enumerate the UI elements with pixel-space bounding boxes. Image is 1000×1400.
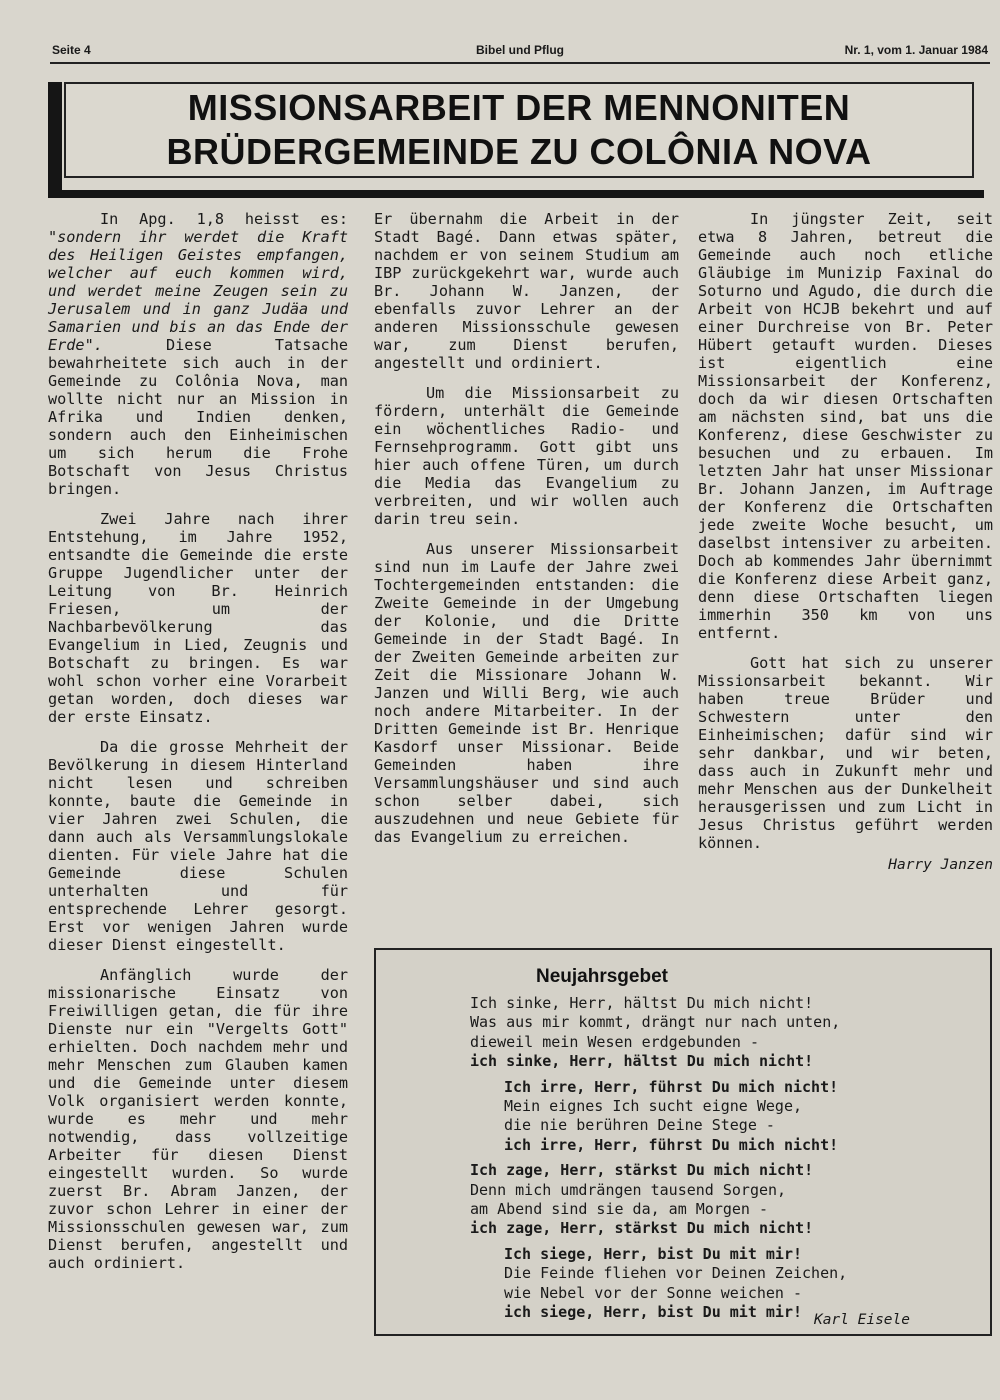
article-column-2 (374, 210, 679, 858)
poem-stanza (470, 994, 847, 1072)
poem-title: Neujahrsgebet (536, 966, 668, 987)
poem-line: dieweil mein Wesen erdgebunden - (470, 1032, 759, 1051)
poem-line: Ich irre, Herr, führst Du mich nicht! (504, 1077, 839, 1096)
poem-stanza (470, 1161, 847, 1239)
issue-date: Nr. 1, vom 1. Januar 1984 (844, 43, 988, 57)
page-number: Seite 4 (52, 43, 91, 57)
article-column-1 (48, 210, 348, 1284)
poem-line: am Abend sind sie da, am Morgen - (470, 1200, 769, 1219)
title-line-2: BRÜDERGEMEINDE ZU COLÔNIA NOVA (166, 131, 872, 172)
poem-line: Die Feinde fliehen vor Deinen Zeichen, (504, 1264, 848, 1283)
article-paragraph: Anfänglich wurde der missionarische Einsatz von Freiwilligen getan, die für ihre Dienste nur ein "Vergelts Gott" erhielten. Doch nachdem mehr und mehr Menschen zum Glauben kamen und die Gemeinde unter diesem Volk organisiert werden konnte, wurde es mehr und mehr notwendig, dass vollzeitige Arbeiter für diesen Dienst eingestellt wurden. So wurde zuerst Br. Abram Janzen, der zuvor schon Lehrer in einer der Missionsschulen gewesen war, zum Dienst berufen, angestellt und auch ordiniert. (48, 966, 348, 1272)
publication-name: Bibel und Pflug (476, 43, 564, 57)
poem-author: Karl Eisele (813, 1312, 910, 1328)
article-column-3 (698, 210, 993, 874)
poem-line: Was aus mir kommt, drängt nur nach unten, (470, 1013, 841, 1032)
bible-quote: "sondern ihr werdet die Kraft des Heiligen Geistes empfangen, welcher auf euch kommen wird, und werdet meine Zeugen sein zu Jerusalem und in ganz Judäa und Samarien und bis an das Ende der Erde". (48, 228, 348, 354)
paragraph-text: Diese Tatsache bewahrheitete sich auch in der Gemeinde zu Colônia Nova, man wollte nicht nur an Mission in Afrika und Indien denken, sondern auch den Einheimischen um sich herum die Frohe Botschaft von Jesus Christus bringen. (48, 336, 348, 498)
article-paragraph (48, 210, 348, 498)
poem-line: Mein eignes Ich sucht eigne Wege, (504, 1097, 803, 1116)
article-paragraph: Da die grosse Mehrheit der Bevölkerung in diesem Hinterland nicht lesen und schreiben konnte, baute die Gemeinde in vier Jahren zwei Schulen, die dann auch als Versammlungslokale dienten. Für viele Jahre hat die Gemeinde diese Schulen unterhalten und für entsprechende Lehrer gesorgt. Erst vor wenigen Jahren wurde dieser Dienst eingestellt. (48, 738, 348, 954)
poem-line: die nie berühren Deine Stege - (504, 1116, 775, 1135)
poem-line: ich sinke, Herr, hältst Du mich nicht! (470, 1052, 814, 1071)
poem-stanza (470, 1078, 847, 1156)
page-header (50, 40, 990, 64)
poem-line: ich zage, Herr, stärkst Du mich nicht! (470, 1219, 814, 1238)
poem-line: ich siege, Herr, bist Du mit mir! (504, 1303, 803, 1322)
poem-line: wie Nebel vor der Sonne weichen - (504, 1283, 803, 1302)
article-paragraph: In jüngster Zeit, seit etwa 8 Jahren, betreut die Gemeinde auch noch etliche Gläubige im Munizip Faxinal do Soturno und Agudo, die durch die Arbeit von HCJB bekehrt und auf einer Durchreise von Br. Peter Hübert getauft wurden. Dieses ist eigentlich eine Missionsarbeit der Konferenz, doch da wir diesen Ortschaften am nächsten sind, bat uns die Konferenz, diese Geschwister zu besuchen und zu erbauen. Im letzten Jahr hat unser Missionar Br. Johann Janzen, im Auftrage der Konferenz die Ortschaften jede zweite Woche besucht, um daselbst intensiver zu arbeiten. Doch ab kommendes Jahr übernimmt die Konferenz diese Arbeit ganz, denn diese Ortschaften liegen immerhin 350 km von uns entfernt. (698, 210, 993, 642)
poem-box (374, 948, 992, 1336)
article-author: Harry Janzen (888, 857, 993, 873)
article-paragraph: Gott hat sich zu unserer Missionsarbeit bekannt. Wir haben treue Brüder und Schwestern unter den Einheimischen; dafür sind wir sehr dankbar, und wir beten, dass auch in Zukunft mehr und mehr Menschen aus der Dunkelheit herausgerissen und zum Licht in Jesus Christus geführt werden können. (698, 654, 993, 852)
poem-line: Ich zage, Herr, stärkst Du mich nicht! (470, 1161, 814, 1180)
article-title (64, 82, 974, 178)
poem-line: Denn mich umdrängen tausend Sorgen, (470, 1180, 787, 1199)
poem-line: Ich sinke, Herr, hältst Du mich nicht! (470, 994, 814, 1012)
article-paragraph: Um die Missionsarbeit zu fördern, unterhält die Gemeinde ein wöchentliches Radio- und Fernsehprogramm. Gott gibt uns hier auch offene Türen, um durch die Media das Evangelium zu verbreiten, und wir wollen auch darin treu sein. (374, 384, 679, 528)
paragraph-intro: In Apg. 1,8 heisst es: (100, 210, 348, 228)
poem-stanza (470, 1245, 847, 1323)
poem-line: ich irre, Herr, führst Du mich nicht! (504, 1135, 839, 1154)
article-paragraph: Zwei Jahre nach ihrer Entstehung, im Jahre 1952, entsandte die Gemeinde die erste Gruppe Jugendlicher unter der Leitung von Br. Heinrich Friesen, um der Nachbarbevölkerung das Evangelium in Lied, Zeugnis und Botschaft zu bringen. Es war wohl schon vorher eine Vorarbeit getan worden, doch dieses war der erste Einsatz. (48, 510, 348, 726)
poem-line: Ich siege, Herr, bist Du mit mir! (504, 1244, 803, 1263)
article-paragraph: Er übernahm die Arbeit in der Stadt Bagé. Dann etwas später, nachdem er von seinem Studium am IBP zurückgekehrt war, wurde auch Br. Johann W. Janzen, der ebenfalls zuvor Lehrer an der anderen Missionsschule gewesen war, zum Dienst berufen, angestellt und ordiniert. (374, 210, 679, 372)
title-line-1: MISSIONSARBEIT DER MENNONITEN (187, 87, 851, 128)
poem-body (470, 994, 847, 1329)
article-paragraph: Aus unserer Missionsarbeit sind nun im Laufe der Jahre zwei Tochtergemeinden entstanden: die Zweite Gemeinde in der Umgebung der Kolonie, und die Dritte Gemeinde in der Stadt Bagé. In der Zweiten Gemeinde arbeiten zur Zeit die Missionare Johann W. Janzen und Willi Berg, wie auch noch andere Mitarbeiter. In der Dritten Gemeinde ist Br. Henrique Kasdorf unser Missionar. Beide Gemeinden haben ihre Versammlungshäuser und sind auch schon selber dabei, sich auszudehnen und neue Gebiete für das Evangelium zu erreichen. (374, 540, 679, 846)
